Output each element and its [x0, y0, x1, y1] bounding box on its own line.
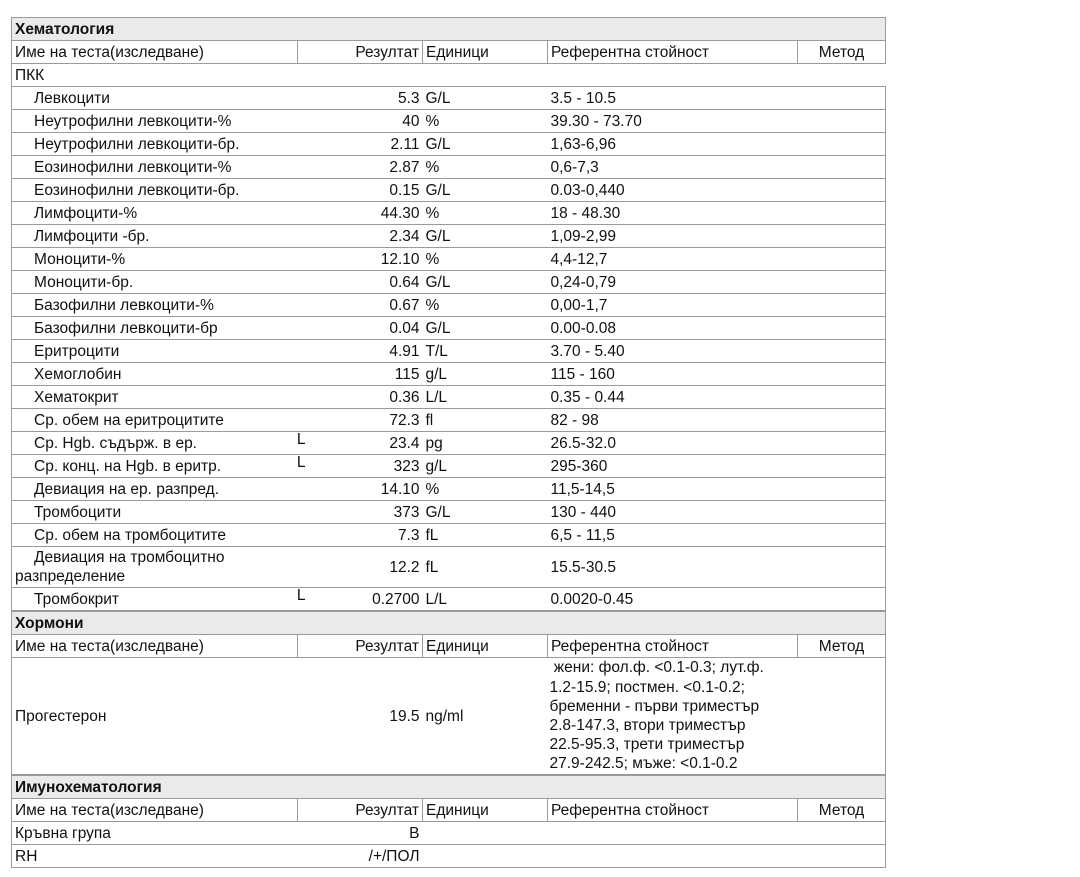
test-unit [423, 822, 548, 845]
table-row [12, 133, 886, 156]
table-row [12, 317, 886, 340]
table-row [12, 225, 886, 248]
test-name: Прогестерон [12, 658, 298, 775]
test-unit [423, 845, 548, 868]
test-name [12, 271, 298, 294]
test-result [298, 547, 423, 588]
test-name-label: Базофилни левкоцити-бр [34, 319, 218, 337]
test-unit: L/L [423, 588, 548, 611]
test-result [298, 179, 423, 202]
column-header-name: Име на теста(изследване) [12, 41, 298, 64]
table-row [12, 386, 886, 409]
section-title: Хематология [12, 18, 886, 41]
test-unit: G/L [423, 225, 548, 248]
test-method [798, 294, 886, 317]
test-reference: 115 - 160 [548, 363, 798, 386]
test-reference: 130 - 440 [548, 501, 798, 524]
table-row [12, 110, 886, 133]
test-method [798, 588, 886, 611]
test-name-label: Еозинофилни левкоцити-бр. [34, 181, 240, 199]
test-result [298, 363, 423, 386]
test-name-label: RH [15, 847, 38, 865]
column-header-row [12, 635, 886, 658]
test-name-label: Лимфоцити-% [34, 204, 138, 222]
column-header-method: Метод [798, 799, 886, 822]
table-row [12, 547, 886, 588]
test-name [12, 588, 298, 611]
result-value: 4.91 [389, 342, 420, 360]
test-name [12, 845, 298, 868]
lab-report [11, 17, 885, 868]
test-method [798, 409, 886, 432]
result-value: 2.87 [389, 158, 420, 176]
group-row [12, 64, 886, 87]
test-result [298, 386, 423, 409]
test-unit: G/L [423, 317, 548, 340]
section-title: Имунохематология [12, 776, 886, 799]
test-result [298, 133, 423, 156]
column-header-result: Резултат [298, 41, 423, 64]
test-name-label: Хематокрит [34, 388, 119, 406]
result-value: 5.3 [397, 89, 420, 107]
section-table [11, 17, 886, 611]
test-name-label: Еозинофилни левкоцити-% [34, 158, 232, 176]
section-title-row [12, 776, 886, 799]
table-row [12, 455, 886, 478]
test-reference: 1,09-2,99 [548, 225, 798, 248]
test-reference: 0,24-0,79 [548, 271, 798, 294]
result-value: 115 [394, 365, 420, 383]
reference-line: 1.2-15.9; постмен. <0.1-0.2; [549, 678, 745, 696]
test-unit: fl [423, 409, 548, 432]
column-header-unit: Единици [423, 799, 548, 822]
test-result [298, 87, 423, 110]
test-result [298, 588, 423, 611]
test-method [798, 658, 886, 775]
test-name-label: Моноцити-бр. [34, 273, 134, 291]
test-reference: 3.70 - 5.40 [548, 340, 798, 363]
test-name-line: разпределение [15, 568, 126, 585]
test-method [798, 432, 886, 455]
test-result [298, 822, 423, 845]
reference-line: 2.8-147.3, втори триместър [549, 717, 746, 734]
test-unit: L/L [423, 386, 548, 409]
result-value: 72.3 [389, 411, 420, 429]
table-row [12, 845, 886, 868]
table-row [12, 588, 886, 611]
test-method [798, 340, 886, 363]
section-title-row [12, 18, 886, 41]
group-label: ПКК [12, 64, 886, 87]
column-header-result: Резултат [298, 799, 423, 822]
test-reference: 82 - 98 [548, 409, 798, 432]
result-value: 7.3 [397, 526, 420, 544]
test-result [298, 202, 423, 225]
test-name [12, 179, 298, 202]
result-value: 40 [402, 112, 420, 130]
column-header-name: Име на теста(изследване) [12, 635, 298, 658]
test-unit: % [423, 156, 548, 179]
test-name-label: Базофилни левкоцити-% [34, 296, 214, 314]
test-unit: G/L [423, 179, 548, 202]
column-header-method: Метод [798, 41, 886, 64]
table-row [12, 202, 886, 225]
test-method [798, 271, 886, 294]
test-reference: 0,00-1,7 [548, 294, 798, 317]
test-name [12, 455, 298, 478]
test-reference: 26.5-32.0 [548, 432, 798, 455]
test-result: 19.5 [298, 658, 423, 775]
test-reference: 3.5 - 10.5 [548, 87, 798, 110]
column-header-name: Име на теста(изследване) [12, 799, 298, 822]
test-method [798, 363, 886, 386]
test-reference [548, 822, 798, 845]
result-value: 2.11 [390, 135, 420, 153]
test-name-label: Хемоглобин [34, 365, 122, 383]
test-name [12, 110, 298, 133]
result-value: 12.2 [389, 558, 420, 576]
result-value: 23.4 [389, 434, 420, 452]
test-name-label: Ср. Hgb. съдърж. в ер. [34, 434, 197, 452]
test-name-label: Ср. обем на еритроцитите [34, 411, 224, 429]
test-result [298, 248, 423, 271]
result-value: 0.64 [389, 273, 420, 291]
test-unit: fL [423, 524, 548, 547]
result-value: 0.2700 [372, 590, 420, 608]
test-result [298, 455, 423, 478]
table-row [12, 179, 886, 202]
test-reference: 0.35 - 0.44 [548, 386, 798, 409]
test-name-label: Тромбокрит [34, 590, 119, 608]
reference-line: бременни - първи триместър [549, 697, 760, 715]
test-reference: 18 - 48.30 [548, 202, 798, 225]
test-unit: % [423, 478, 548, 501]
reference-line: 22.5-95.3, трети триместър [549, 736, 745, 754]
test-name [12, 501, 298, 524]
test-name-label: Ср. конц. на Hgb. в еритр. [34, 457, 222, 475]
column-header-method: Метод [798, 635, 886, 658]
test-result [298, 294, 423, 317]
test-name-label: Неутрофилни левкоцити-% [34, 112, 232, 130]
table-row [12, 524, 886, 547]
test-unit: G/L [423, 501, 548, 524]
test-method [798, 202, 886, 225]
result-value: 0.36 [389, 388, 420, 406]
test-method [798, 478, 886, 501]
column-header-row [12, 41, 886, 64]
test-method [798, 501, 886, 524]
test-result [298, 225, 423, 248]
result-value: /+/ПОЛ [368, 847, 420, 865]
test-method [798, 547, 886, 588]
table-row [12, 478, 886, 501]
test-reference [548, 658, 798, 775]
test-name-line: Девиация на тромбоцитно [34, 549, 225, 566]
low-flag: L [296, 430, 306, 448]
test-unit: % [423, 248, 548, 271]
table-row [12, 340, 886, 363]
test-name-label: Неутрофилни левкоцити-бр. [34, 135, 240, 153]
test-method [798, 455, 886, 478]
column-header-result: Резултат [298, 635, 423, 658]
test-name-label: Кръвна група [15, 824, 111, 842]
test-method [798, 845, 886, 868]
test-method [798, 386, 886, 409]
column-header-unit: Единици [423, 635, 548, 658]
table-row [12, 156, 886, 179]
test-name-label: Еритроцити [34, 342, 120, 360]
test-name [12, 340, 298, 363]
test-result [298, 524, 423, 547]
test-result [298, 478, 423, 501]
test-result [298, 432, 423, 455]
test-method [798, 87, 886, 110]
test-reference: 11,5-14,5 [548, 478, 798, 501]
test-unit: % [423, 202, 548, 225]
test-name [12, 202, 298, 225]
test-unit: T/L [423, 340, 548, 363]
table-row [12, 248, 886, 271]
test-result [298, 340, 423, 363]
reference-line: жени: фол.ф. <0.1-0.3; лут.ф. [549, 659, 764, 677]
test-name [12, 87, 298, 110]
test-unit: g/L [423, 363, 548, 386]
result-value: 0.04 [389, 319, 420, 337]
result-value: 0.15 [389, 181, 420, 199]
test-unit: G/L [423, 271, 548, 294]
test-name [12, 133, 298, 156]
test-result [298, 271, 423, 294]
table-row [12, 271, 886, 294]
test-name [12, 294, 298, 317]
test-name [12, 156, 298, 179]
test-name [12, 317, 298, 340]
test-reference: 0.0020-0.45 [548, 588, 798, 611]
test-name-label: Ср. обем на тромбоцитите [34, 526, 226, 544]
test-result [298, 409, 423, 432]
test-unit: g/L [423, 455, 548, 478]
test-result [298, 501, 423, 524]
test-name-label: Моноцити-% [34, 250, 126, 268]
test-result [298, 845, 423, 868]
test-reference: 0.03-0,440 [548, 179, 798, 202]
test-name [12, 363, 298, 386]
table-row [12, 822, 886, 845]
table-row [12, 87, 886, 110]
column-header-ref: Референтна стойност [548, 41, 798, 64]
test-name [12, 524, 298, 547]
test-reference: 295-360 [548, 455, 798, 478]
reference-line: 27.9-242.5; мъже: <0.1-0.2 [549, 755, 738, 773]
result-value: 373 [393, 503, 420, 521]
table-row [12, 658, 886, 775]
test-method [798, 225, 886, 248]
test-unit: G/L [423, 133, 548, 156]
test-name-label: Левкоцити [34, 89, 110, 107]
test-reference: 39.30 - 73.70 [548, 110, 798, 133]
test-reference: 0,6-7,3 [548, 156, 798, 179]
test-method [798, 133, 886, 156]
test-method [798, 317, 886, 340]
test-reference: 1,63-6,96 [548, 133, 798, 156]
test-method [798, 822, 886, 845]
test-reference: 15.5-30.5 [548, 547, 798, 588]
test-method [798, 179, 886, 202]
test-name-label: Тромбоцити [34, 503, 122, 521]
test-method [798, 524, 886, 547]
test-method [798, 156, 886, 179]
test-reference: 4,4-12,7 [548, 248, 798, 271]
column-header-unit: Единици [423, 41, 548, 64]
test-unit: % [423, 294, 548, 317]
test-name [12, 248, 298, 271]
result-value: 2.34 [389, 227, 420, 245]
test-unit: G/L [423, 87, 548, 110]
result-value: 14.10 [380, 480, 420, 498]
test-name [12, 225, 298, 248]
test-reference: 0.00-0.08 [548, 317, 798, 340]
section-title-row [12, 612, 886, 635]
result-value: 0.67 [389, 296, 420, 314]
table-row [12, 294, 886, 317]
test-unit: pg [423, 432, 548, 455]
section-table [11, 611, 886, 775]
section-table [11, 775, 886, 868]
result-value: 323 [393, 457, 420, 475]
section-title: Хормони [12, 612, 886, 635]
test-result [298, 110, 423, 133]
result-value: 12.10 [380, 250, 420, 268]
test-name-label: Лимфоцити -бр. [34, 227, 150, 245]
column-header-ref: Референтна стойност [548, 635, 798, 658]
test-name-label: Девиация на ер. разпред. [34, 480, 220, 498]
test-result [298, 317, 423, 340]
test-result [298, 156, 423, 179]
column-header-ref: Референтна стойност [548, 799, 798, 822]
test-unit: fL [423, 547, 548, 588]
test-reference: 6,5 - 11,5 [548, 524, 798, 547]
test-name [12, 822, 298, 845]
column-header-row [12, 799, 886, 822]
test-reference [548, 845, 798, 868]
table-row [12, 363, 886, 386]
test-method [798, 248, 886, 271]
low-flag: L [296, 453, 306, 471]
table-row [12, 501, 886, 524]
low-flag: L [296, 587, 306, 604]
test-unit: ng/ml [423, 658, 548, 775]
test-unit: % [423, 110, 548, 133]
test-name [12, 478, 298, 501]
result-value: B [409, 824, 420, 842]
result-value: 44.30 [380, 204, 420, 222]
test-name [12, 386, 298, 409]
test-method [798, 110, 886, 133]
table-row [12, 432, 886, 455]
table-row [12, 409, 886, 432]
